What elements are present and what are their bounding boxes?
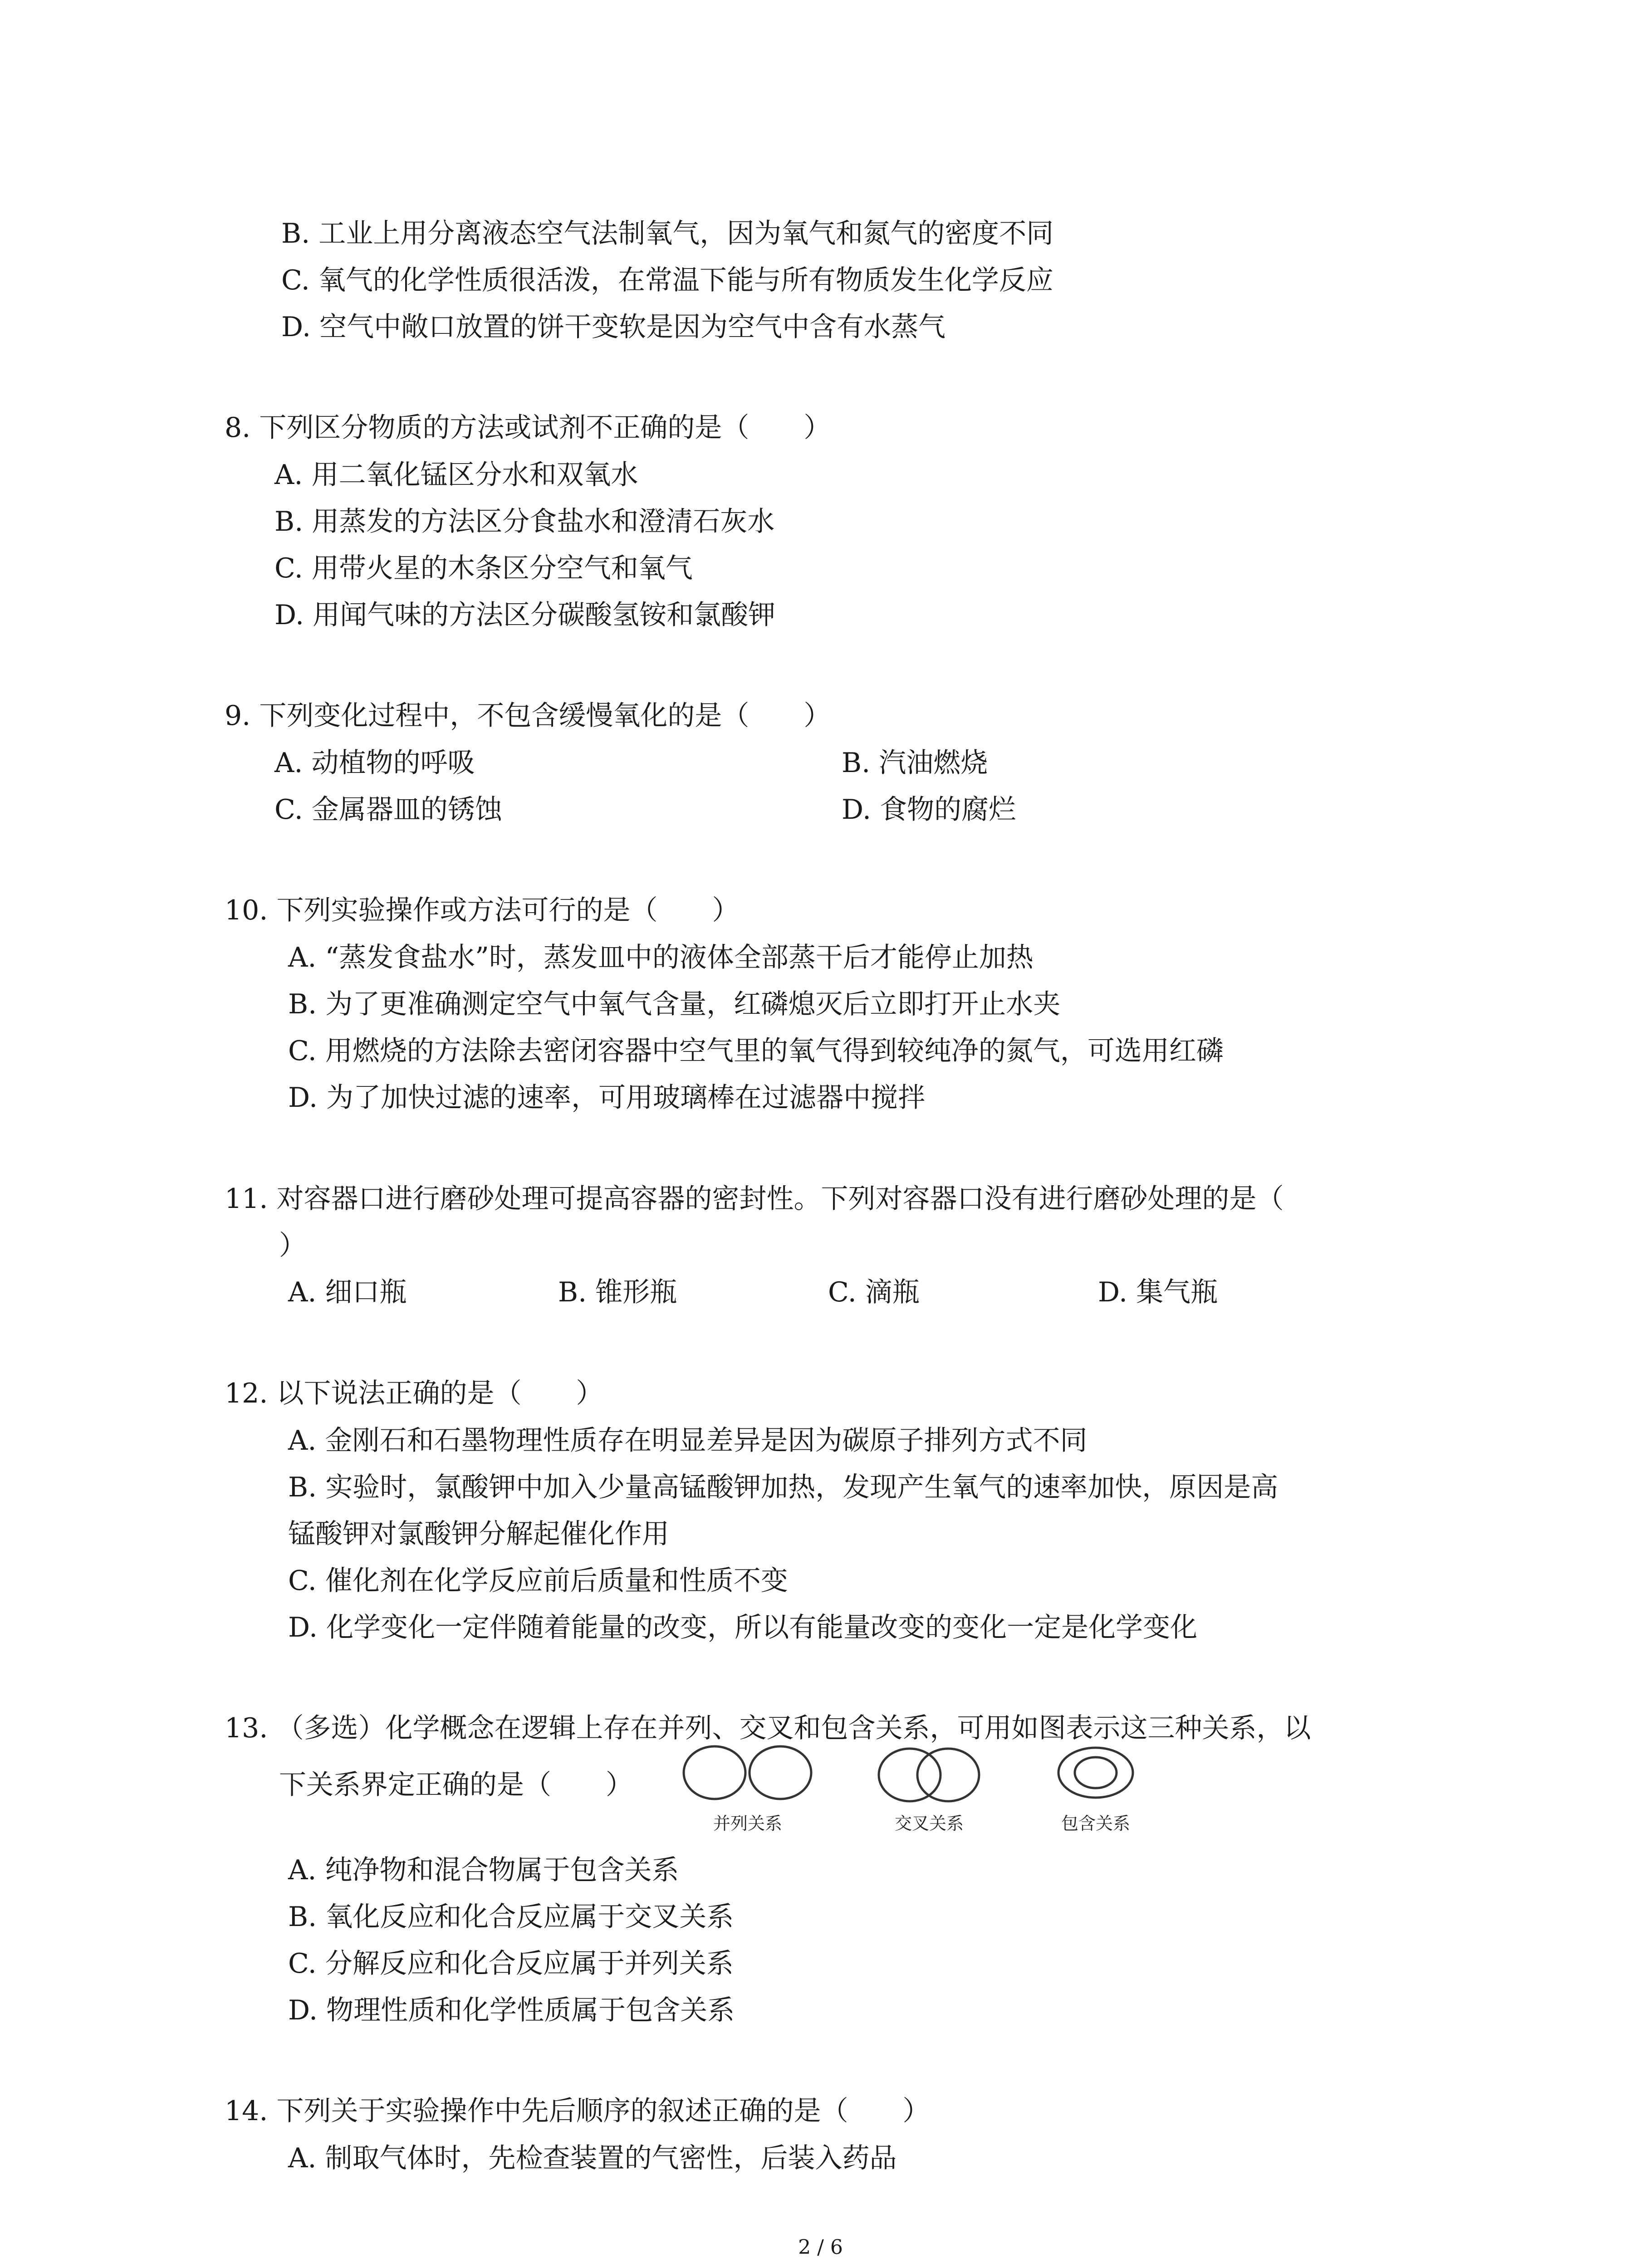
q10-option-c: C. 用燃烧的方法除去密闭容器中空气里的氧气得到较纯净的氮气，可选用红磷 xyxy=(288,1035,1224,1067)
venn-label-intersecting: 交叉关系 xyxy=(894,1813,964,1833)
q14-option-a: A. 制取气体时，先检查装置的气密性，后装入药品 xyxy=(288,2142,897,2174)
q10-option-a: A. “蒸发食盐水”时，蒸发皿中的液体全部蒸干后才能停止加热 xyxy=(288,942,1034,973)
venn-label-parallel: 并列关系 xyxy=(713,1813,783,1833)
q13-stem-line2: 下关系界定正确的是（ ） xyxy=(279,1769,633,1801)
q9-option-a: A. 动植物的呼吸 xyxy=(274,747,475,779)
q13-option-b: B. 氧化反应和化合反应属于交叉关系 xyxy=(288,1901,734,1933)
q8-option-c: C. 用带火星的木条区分空气和氧气 xyxy=(274,552,693,584)
q10-option-d: D. 为了加快过滤的速率，可用玻璃棒在过滤器中搅拌 xyxy=(288,1082,926,1114)
q11-option-b: B. 锥形瓶 xyxy=(558,1276,677,1308)
q8-option-d: D. 用闻气味的方法区分碳酸氢铵和氯酸钾 xyxy=(274,599,776,631)
q12-option-c: C. 催化剂在化学反应前后质量和性质不变 xyxy=(288,1565,788,1597)
q11-stem-line1: 11. 对容器口进行磨砂处理可提高容器的密封性。下列对容器口没有进行磨砂处理的是（ xyxy=(225,1183,1284,1215)
q12-option-b-line2: 锰酸钾对氯酸钾分解起催化作用 xyxy=(288,1518,669,1550)
q12-option-b-line1: B. 实验时，氯酸钾中加入少量高锰酸钾加热，发现产生氧气的速率加快，原因是高 xyxy=(288,1471,1279,1503)
intersecting-relation-figure xyxy=(879,1749,979,1833)
q8-option-b: B. 用蒸发的方法区分食盐水和澄清石灰水 xyxy=(274,506,775,538)
q9-option-d: D. 食物的腐烂 xyxy=(842,794,1016,826)
q10-stem: 10. 下列实验操作或方法可行的是（ ） xyxy=(225,894,740,926)
q12-stem: 12. 以下说法正确的是（ ） xyxy=(225,1378,603,1409)
q13-option-c: C. 分解反应和化合反应属于并列关系 xyxy=(288,1948,734,1980)
q9-option-b: B. 汽油燃烧 xyxy=(842,747,988,779)
parallel-relation-figure xyxy=(684,1746,811,1833)
q10-option-b: B. 为了更准确测定空气中氧气含量，红磷熄灭后立即打开止水夹 xyxy=(288,988,1061,1020)
q7-option-d: D. 空气中敞口放置的饼干变软是因为空气中含有水蒸气 xyxy=(281,311,946,343)
q8-option-a: A. 用二氧化锰区分水和双氧水 xyxy=(274,459,638,491)
q11-option-d: D. 集气瓶 xyxy=(1098,1276,1218,1308)
q11-option-c: C. 滴瓶 xyxy=(828,1276,920,1308)
q13-option-d: D. 物理性质和化学性质属于包含关系 xyxy=(288,1994,735,2026)
q14-stem: 14. 下列关于实验操作中先后顺序的叙述正确的是（ ） xyxy=(225,2095,930,2127)
q12-option-d: D. 化学变化一定伴随着能量的改变，所以有能量改变的变化一定是化学变化 xyxy=(288,1612,1198,1643)
inclusion-relation-figure xyxy=(1058,1748,1133,1833)
q9-option-c: C. 金属器皿的锈蚀 xyxy=(274,794,502,826)
q11-stem-line2: ） xyxy=(279,1230,306,1261)
q7-option-c: C. 氧气的化学性质很活泼，在常温下能与所有物质发生化学反应 xyxy=(281,264,1053,296)
page-number: 2 / 6 xyxy=(798,2236,843,2259)
q11-option-a: A. 细口瓶 xyxy=(288,1276,407,1308)
q13-option-a: A. 纯净物和混合物属于包含关系 xyxy=(288,1854,679,1886)
q12-option-a: A. 金刚石和石墨物理性质存在明显差异是因为碳原子排列方式不同 xyxy=(288,1425,1087,1457)
venn-label-inclusion: 包含关系 xyxy=(1061,1813,1131,1833)
q9-stem: 9. 下列变化过程中，不包含缓慢氧化的是（ ） xyxy=(225,700,831,732)
q8-stem: 8. 下列区分物质的方法或试剂不正确的是（ ） xyxy=(225,412,831,444)
q13-stem-line1: 13. （多选）化学概念在逻辑上存在并列、交叉和包含关系，可用如图表示这三种关系，以 xyxy=(225,1712,1311,1744)
q7-option-b: B. 工业上用分离液态空气法制氧气，因为氧气和氮气的密度不同 xyxy=(281,218,1054,249)
relationship-venn-diagram xyxy=(681,1741,1180,1841)
